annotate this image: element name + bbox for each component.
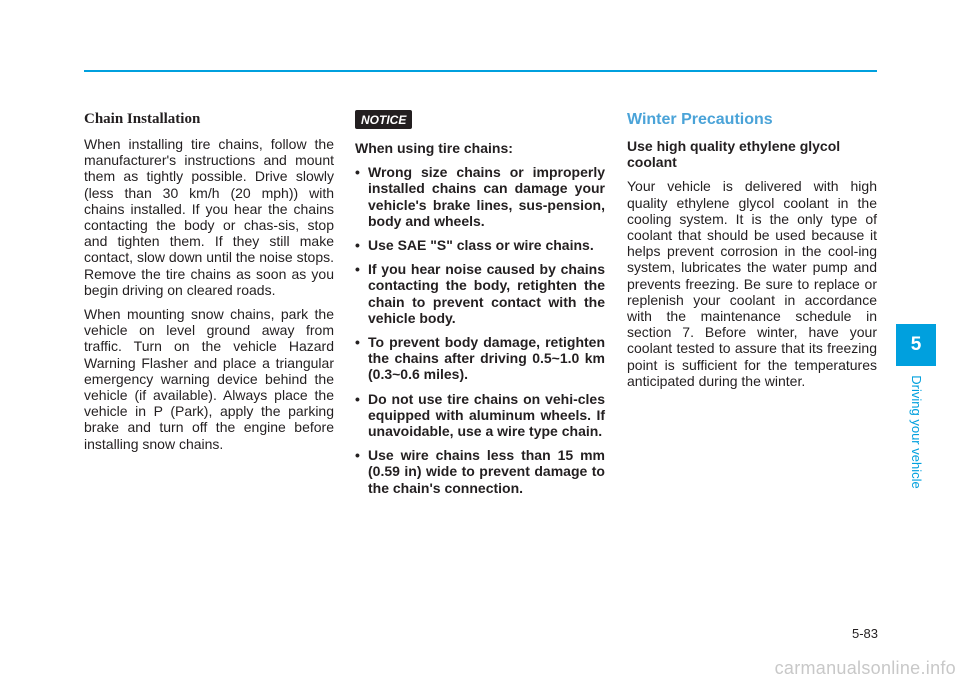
section-heading-winter-precautions: Winter Precautions xyxy=(627,111,773,128)
top-divider xyxy=(84,70,877,72)
bullet-text: To prevent body damage, retighten the chains after driving 0.5~1.0 km (0.3~0.6 miles). xyxy=(368,334,605,383)
bullet-text: Use wire chains less than 15 mm (0.59 in) wide to prevent damage to the chain's connection. xyxy=(368,447,605,496)
bullet-text: Wrong size chains or improperly installed chains can damage your vehicle's brake lines, sus-pension, body and wheels. xyxy=(368,164,605,229)
bullet-icon: • xyxy=(355,237,360,254)
notice-bullet-item xyxy=(355,447,605,496)
notice-intro: When using tire chains: xyxy=(355,140,513,156)
bullet-icon: • xyxy=(355,164,360,181)
notice-badge-wrap xyxy=(355,110,605,132)
section-heading-chain-installation: Chain Installation xyxy=(84,111,201,127)
bullet-text: If you hear noise caused by chains contacting the body, retighten the chain to prevent contact with the vehicle body. xyxy=(368,261,605,326)
notice-badge: NOTICE xyxy=(355,110,412,129)
notice-bullet-item xyxy=(355,391,605,440)
column-winter-precautions xyxy=(627,110,877,397)
notice-bullet-item xyxy=(355,334,605,383)
paragraph-chain-installation-2: When mounting snow chains, park the vehicle on level ground away from traffic. Turn on the vehicle Hazard Warning Flasher and place a triangular emergency warning device behind the vehicle (if available). Always place the vehicle in P (Park), apply the parking brake and turn off the engine before installing snow chains. xyxy=(84,306,334,452)
column-notice xyxy=(355,110,605,504)
subheading-coolant: Use high quality ethylene glycol coolant xyxy=(627,138,841,171)
bullet-icon: • xyxy=(355,334,360,351)
paragraph-coolant: Your vehicle is delivered with high quality ethylene glycol coolant in the cooling system. It is the only type of coolant that should be used because it helps prevent corrosion in the cool-ing system, lubricates the water pump and prevents freezing. Be sure to replace or replenish your coolant in accordance with the maintenance schedule in section 7. Before winter, have your coolant tested to assure that its freezing point is sufficient for the temperatures anticipated during the winter. xyxy=(627,178,877,389)
chapter-tab: 5 xyxy=(896,324,936,366)
notice-bullet-item xyxy=(355,164,605,229)
paragraph-chain-installation-1: When installing tire chains, follow the manufacturer's instructions and mount them as tightly possible. Drive slowly (less than 30 km/h (20 mph)) with chains installed. If you hear the chains contacting the body or chas-sis, stop and tighten them. If they still make contact, slow down until the noise stops. Remove the tire chains as soon as you begin driving on cleared roads. xyxy=(84,136,334,298)
notice-bullet-list xyxy=(355,164,605,496)
page-number: 5-83 xyxy=(851,626,878,641)
bullet-text: Use SAE "S" class or wire chains. xyxy=(368,237,594,254)
watermark: carmanualsonline.info xyxy=(774,658,956,678)
bullet-icon: • xyxy=(355,447,360,464)
chapter-title-vertical: Driving your vehicle xyxy=(909,375,924,489)
bullet-text: Do not use tire chains on vehi-cles equipped with aluminum wheels. If unavoidable, use a wire type chain. xyxy=(368,390,605,440)
notice-bullet-item xyxy=(355,261,605,326)
column-chain-installation xyxy=(84,110,334,460)
bullet-icon: • xyxy=(355,390,360,407)
notice-bullet-item xyxy=(355,237,605,253)
bullet-icon: • xyxy=(355,261,360,278)
